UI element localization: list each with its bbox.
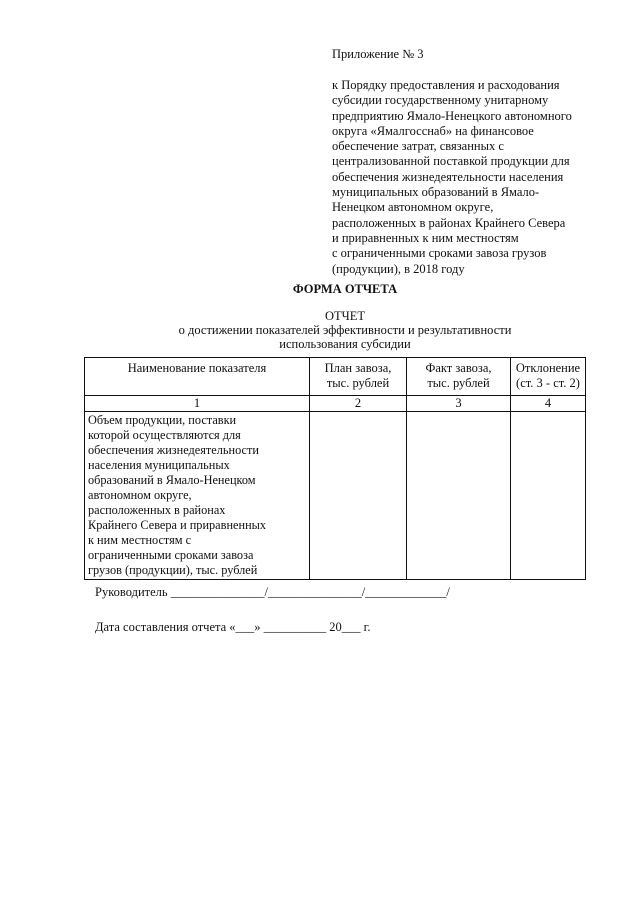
signature-line: Руководитель _______________/_______________/_____________/ xyxy=(95,585,450,599)
header-text: План завоза, xyxy=(324,361,392,375)
appendix-line: централизованной поставкой продукции для xyxy=(332,154,570,169)
header-deviation xyxy=(511,358,586,396)
appendix-line: и приравненных к ним местностям xyxy=(332,230,519,245)
header-text: тыс. рублей xyxy=(326,376,390,390)
appendix-line: муниципальных образований в Ямало- xyxy=(332,185,540,200)
deviation-value-cell xyxy=(511,412,586,580)
appendix-line: (продукции), в 2018 году xyxy=(332,261,465,276)
appendix-text xyxy=(332,78,572,277)
indicator-line: грузов (продукции), тыс. рублей xyxy=(88,563,258,577)
report-heading xyxy=(0,309,640,351)
header-plan xyxy=(310,358,407,396)
appendix-line: обеспечения жизнедеятельности населения xyxy=(332,169,564,184)
table-header-row xyxy=(85,358,586,396)
appendix-line: округа «Ямалгосснаб» на финансовое xyxy=(332,123,534,138)
plan-value-cell xyxy=(310,412,407,580)
indicator-line: образований в Ямало-Ненецком xyxy=(88,473,256,487)
header-text: тыс. рублей xyxy=(427,376,490,390)
indicator-line: обеспечения жизнедеятельности xyxy=(88,443,259,457)
column-number: 3 xyxy=(407,396,511,412)
report-title: ОТЧЕТ xyxy=(324,309,366,323)
column-number: 2 xyxy=(310,396,407,412)
header-text: Факт завоза, xyxy=(425,361,492,375)
fact-value-cell xyxy=(407,412,511,580)
appendix-line: обеспечение затрат, связанных с xyxy=(332,139,504,154)
appendix-line: Ненецком автономном округе, xyxy=(332,200,494,215)
appendix-line: предприятию Ямало-Ненецкого автономного xyxy=(332,108,572,123)
indicator-line: к ним местностям с xyxy=(88,533,192,547)
column-number: 4 xyxy=(511,396,586,412)
appendix-line: к Порядку предоставления и расходования xyxy=(332,78,560,92)
report-subtitle-line: использования субсидии xyxy=(279,337,411,351)
table-row xyxy=(85,412,586,580)
header-text: (ст. 3 - ст. 2) xyxy=(516,376,580,390)
appendix-line: субсидии государственному унитарному xyxy=(332,93,549,108)
appendix-title: Приложение № 3 xyxy=(332,47,424,61)
form-title: ФОРМА ОТЧЕТА xyxy=(292,282,398,296)
indicator-line: расположенных в районах xyxy=(88,503,226,517)
report-date-line: Дата составления отчета «___» __________ 20___ г. xyxy=(95,620,371,634)
indicator-cell xyxy=(85,412,310,580)
indicator-line: которой осуществляются для xyxy=(88,428,241,442)
indicator-line: ограниченными сроками завоза xyxy=(88,548,254,562)
header-fact xyxy=(407,358,511,396)
header-indicator-name xyxy=(85,358,310,396)
indicator-line: автономном округе, xyxy=(88,488,192,502)
appendix-line: с ограниченными сроками завоза грузов xyxy=(332,246,547,261)
header-text: Отклонение xyxy=(515,361,581,375)
header-text: Наименование показателя xyxy=(127,361,267,375)
appendix-line: расположенных в районах Крайнего Севера xyxy=(332,215,566,230)
indicator-line: населения муниципальных xyxy=(88,458,230,472)
column-number-row xyxy=(85,396,586,412)
report-subtitle-line: о достижении показателей эффективности и результативности xyxy=(178,323,512,337)
column-number: 1 xyxy=(85,396,310,412)
report-table xyxy=(84,357,586,580)
indicator-line: Крайнего Севера и приравненных xyxy=(88,518,267,532)
indicator-line: Объем продукции, поставки xyxy=(88,413,237,427)
